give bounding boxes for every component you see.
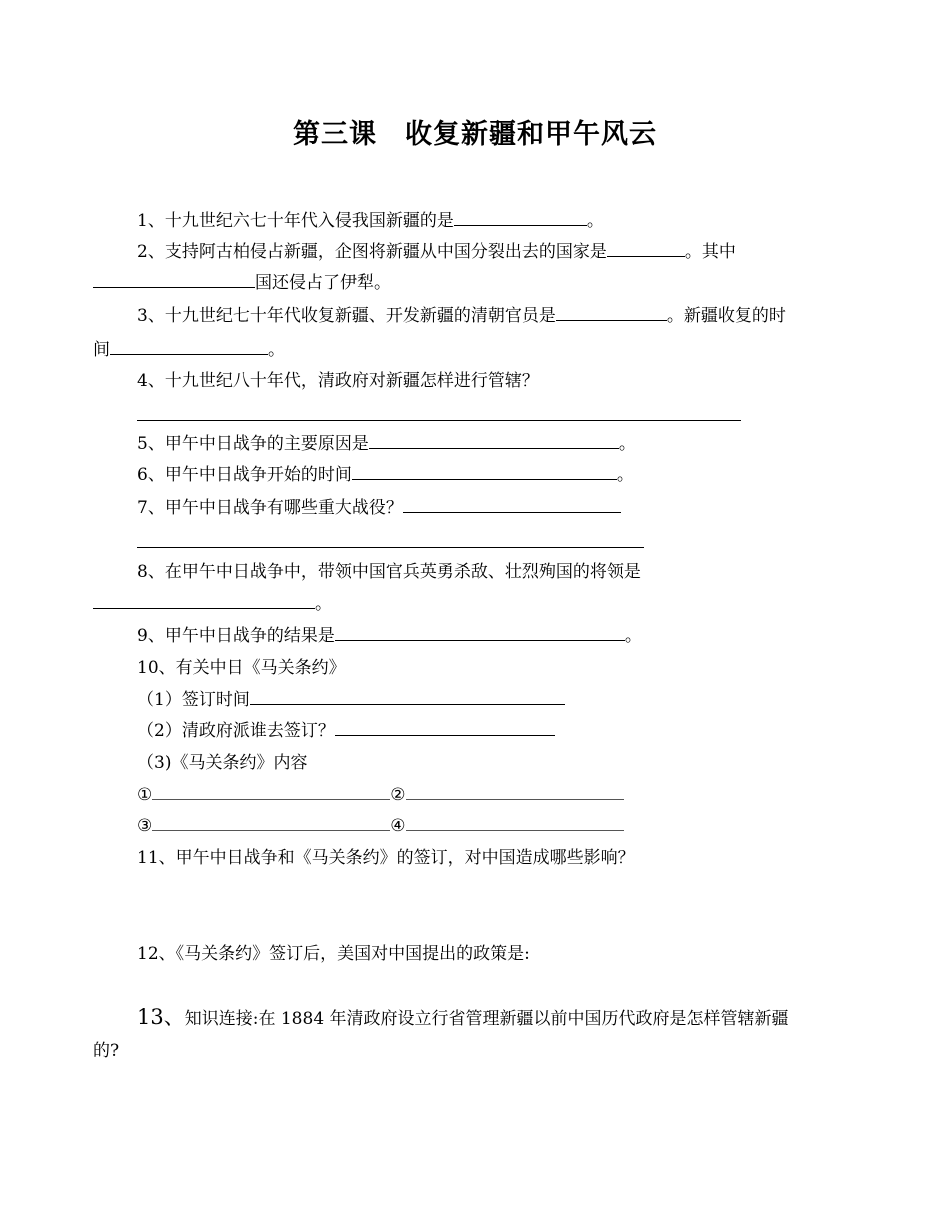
part-3-text: （3)《马关条约》内容 xyxy=(137,753,308,773)
question-10 xyxy=(137,657,346,679)
part-1-text: （1）签订时间 xyxy=(137,690,250,710)
question-3-tail: 间 xyxy=(93,340,110,360)
question-6 xyxy=(137,464,634,486)
question-9 xyxy=(137,625,642,647)
question-7-text: 7、甲午中日战争有哪些重大战役？ xyxy=(137,498,403,518)
period: 。 xyxy=(624,626,642,646)
answer-blank[interactable] xyxy=(250,689,565,705)
question-12-text: 12、《马关条约》签订后，美国对中国提出的政策是: xyxy=(137,944,530,964)
question-5-text: 5、甲午中日战争的主要原因是 xyxy=(137,434,369,454)
answer-blank[interactable] xyxy=(110,339,268,355)
question-2-continued xyxy=(93,272,391,294)
marker-1: ① xyxy=(137,785,153,805)
answer-blank[interactable] xyxy=(335,720,555,736)
content-row-2 xyxy=(137,815,624,837)
content-row-1 xyxy=(137,784,624,806)
question-2-suffix: 。其中 xyxy=(684,242,736,262)
period: 。 xyxy=(616,465,634,485)
answer-blank[interactable] xyxy=(406,784,624,800)
marker-2: ② xyxy=(390,785,406,805)
question-2-text: 2、支持阿古柏侵占新疆，企图将新疆从中国分裂出去的国家是 xyxy=(137,242,607,262)
answer-blank[interactable] xyxy=(556,305,667,321)
question-3-continued xyxy=(93,339,285,361)
question-2-tail: 国还侵占了伊犁。 xyxy=(255,273,391,293)
marker-3: ③ xyxy=(137,816,153,836)
question-8-continued xyxy=(93,593,332,615)
question-3-suffix: 。新疆收复的时 xyxy=(666,306,786,326)
period: 。 xyxy=(268,340,285,360)
answer-blank[interactable] xyxy=(369,433,619,449)
question-10-part-1 xyxy=(137,689,565,711)
question-4 xyxy=(137,370,539,392)
question-3 xyxy=(137,305,786,327)
question-13 xyxy=(137,1006,789,1030)
question-10-part-2 xyxy=(137,720,555,742)
question-11-text: 11、甲午中日战争和《马关条约》的签订，对中国造成哪些影响？ xyxy=(137,848,635,868)
question-13-continued xyxy=(93,1040,119,1062)
question-8 xyxy=(137,561,641,583)
answer-blank[interactable] xyxy=(454,210,587,226)
question-10-text: 10、有关中日《马关条约》 xyxy=(137,658,346,678)
period: 。 xyxy=(586,211,604,231)
answer-blank[interactable] xyxy=(607,241,685,257)
period: 。 xyxy=(618,434,636,454)
question-1 xyxy=(137,210,604,232)
question-3-text: 3、十九世纪七十年代收复新疆、开发新疆的清朝官员是 xyxy=(137,306,556,326)
question-13-tail: 的? xyxy=(93,1041,120,1061)
answer-line[interactable] xyxy=(137,420,741,421)
answer-blank[interactable] xyxy=(152,784,390,800)
period: 。 xyxy=(315,594,332,614)
part-2-text: （2）清政府派谁去签订？ xyxy=(137,721,335,741)
question-13-text: 知识连接:在 1884 年清政府设立行省管理新疆以前中国历代政府是怎样管辖新疆 xyxy=(184,1009,789,1029)
question-5 xyxy=(137,433,636,455)
question-1-text: 1、十九世纪六七十年代入侵我国新疆的是 xyxy=(137,211,454,231)
answer-blank[interactable] xyxy=(152,815,390,831)
answer-blank[interactable] xyxy=(352,464,617,480)
question-2 xyxy=(137,241,736,263)
answer-blank[interactable] xyxy=(406,815,624,831)
question-10-part-3 xyxy=(137,752,307,774)
question-9-text: 9、甲午中日战争的结果是 xyxy=(137,626,335,646)
question-12 xyxy=(137,943,530,965)
question-6-text: 6、甲午中日战争开始的时间 xyxy=(137,465,352,485)
question-7 xyxy=(137,497,621,519)
answer-blank[interactable] xyxy=(335,625,625,641)
question-13-number: 13、 xyxy=(137,1005,185,1029)
page-title: 第三课 收复新疆和甲午风云 xyxy=(293,119,657,150)
question-8-text: 8、在甲午中日战争中，带领中国官兵英勇杀敌、壮烈殉国的将领是 xyxy=(137,562,641,582)
question-4-text: 4、十九世纪八十年代，清政府对新疆怎样进行管辖？ xyxy=(137,371,539,391)
answer-blank[interactable] xyxy=(403,497,621,513)
answer-line[interactable] xyxy=(137,547,644,548)
question-11 xyxy=(137,847,635,869)
marker-4: ④ xyxy=(390,816,406,836)
answer-blank[interactable] xyxy=(93,272,255,288)
answer-blank[interactable] xyxy=(93,593,315,609)
